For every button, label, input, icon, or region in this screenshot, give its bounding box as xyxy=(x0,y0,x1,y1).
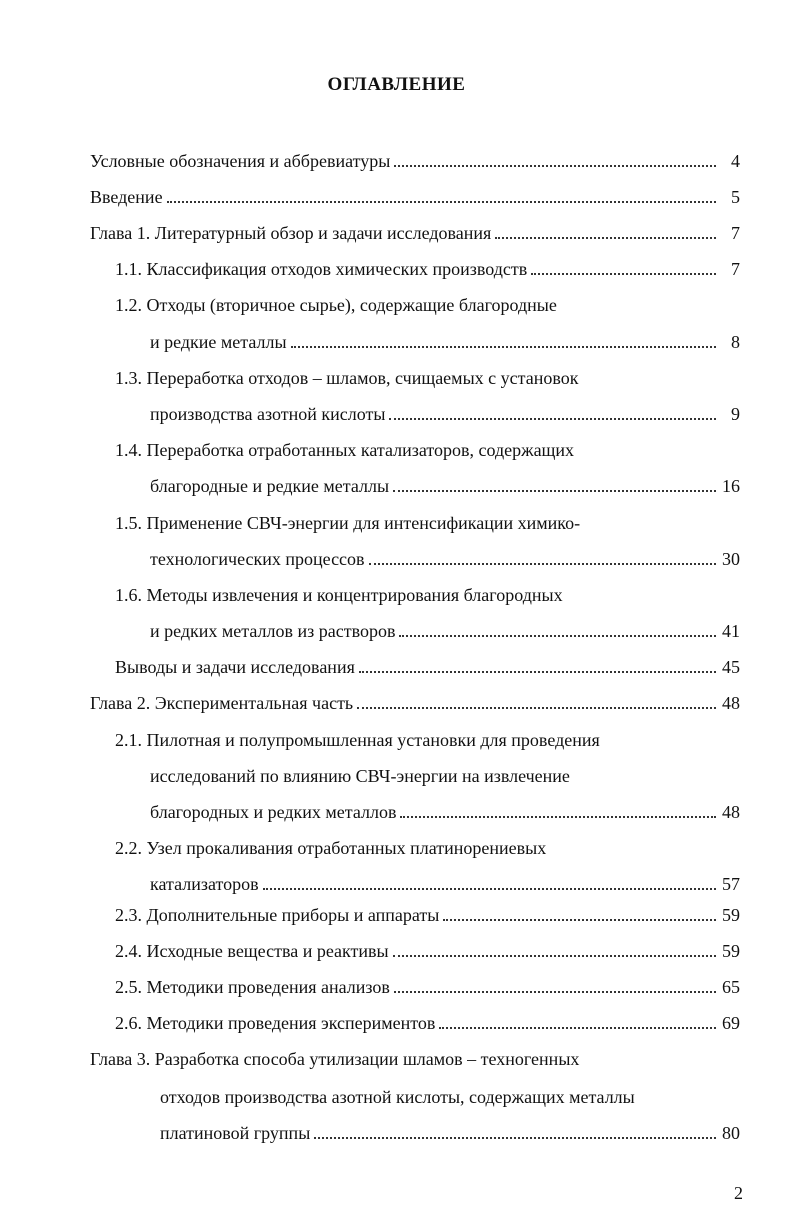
toc-entry-page: 7 xyxy=(731,223,740,243)
toc-entry-page: 48 xyxy=(722,693,740,713)
leader-dots xyxy=(359,671,716,673)
toc-entry-title: 2.1. Пилотная и полупромышленная установки для проведения xyxy=(115,730,600,750)
toc-entry-title: Условные обозначения и аббревиатуры xyxy=(90,151,391,171)
toc-entry xyxy=(90,222,740,244)
toc-entry-title: Глава 3. Разработка способа утилизации шламов – техногенных xyxy=(90,1049,580,1069)
leader-dots xyxy=(400,816,716,818)
toc-entry xyxy=(115,904,740,926)
toc-entry-title-cont: исследований по влиянию СВЧ-энергии на извлечение xyxy=(150,766,570,786)
toc-entry-title-cont: благородных и редких металлов xyxy=(150,802,397,822)
toc-entry-page: 80 xyxy=(722,1123,740,1143)
toc-entry-page: 8 xyxy=(731,332,740,352)
toc-entry xyxy=(115,1012,740,1034)
leader-dots xyxy=(439,1027,716,1029)
page-number: 2 xyxy=(734,1183,743,1203)
leader-dots xyxy=(495,237,716,239)
toc-entry-continuation xyxy=(160,1122,740,1144)
toc-entry xyxy=(115,940,740,962)
leader-dots xyxy=(314,1137,716,1139)
toc-entry-title-cont: и редкие металлы xyxy=(150,332,287,352)
toc-entry xyxy=(90,186,740,208)
toc-entry-continuation xyxy=(150,331,740,353)
leader-dots xyxy=(443,919,716,921)
leader-dots xyxy=(291,346,716,348)
leader-dots xyxy=(167,201,716,203)
toc-entry-page: 48 xyxy=(722,802,740,822)
toc-entry-page: 69 xyxy=(722,1013,740,1033)
toc-entry xyxy=(115,976,740,998)
toc-entry-title-cont: катализаторов xyxy=(150,874,259,894)
toc-entry-page: 9 xyxy=(731,404,740,424)
toc-entry-title: 2.4. Исходные вещества и реактивы xyxy=(115,941,389,961)
leader-dots xyxy=(399,635,716,637)
toc-entry-first-line xyxy=(115,294,740,316)
leader-dots xyxy=(389,418,716,420)
leader-dots xyxy=(394,165,716,167)
toc-entry-title-cont: производства азотной кислоты xyxy=(150,404,386,424)
toc-entry-title: Глава 2. Экспериментальная часть xyxy=(90,693,354,713)
toc-entry xyxy=(90,692,740,714)
toc-entry-title: 1.3. Переработка отходов – шламов, счищаемых с установок xyxy=(115,368,579,388)
toc-entry-title: Глава 1. Литературный обзор и задачи исследования xyxy=(90,223,492,243)
toc-entry-first-line xyxy=(115,439,740,461)
toc-entry-title: 1.4. Переработка отработанных катализаторов, содержащих xyxy=(115,440,575,460)
toc-entry-page: 65 xyxy=(722,977,740,997)
toc-entry-title: Выводы и задачи исследования xyxy=(115,657,355,677)
toc-entry-first-line xyxy=(115,729,740,751)
leader-dots xyxy=(263,888,716,890)
toc-entry-page: 4 xyxy=(731,151,740,171)
toc-entry-page: 30 xyxy=(722,549,740,569)
toc-entry-continuation xyxy=(150,475,740,497)
toc-entry-continuation xyxy=(150,403,740,425)
toc-entry-first-line xyxy=(115,584,740,606)
toc-entry-title: 1.2. Отходы (вторичное сырье), содержащие благородные xyxy=(115,295,557,315)
toc-entry-title-cont: благородные и редкие металлы xyxy=(150,476,390,496)
page-title: ОГЛАВЛЕНИЕ xyxy=(327,74,466,95)
toc-entry-title: 2.3. Дополнительные приборы и аппараты xyxy=(115,905,440,925)
toc-entry-title-cont: технологических процессов xyxy=(150,549,365,569)
toc-entry-continuation xyxy=(150,765,740,787)
toc-entry-title: 1.5. Применение СВЧ-энергии для интенсификации химико- xyxy=(115,513,581,533)
toc-entry-first-line xyxy=(115,367,740,389)
toc-entry-continuation xyxy=(150,620,740,642)
toc-entry-page: 45 xyxy=(722,657,740,677)
toc-entry-title: 2.2. Узел прокаливания отработанных платинорениевых xyxy=(115,838,547,858)
toc-entry-first-line xyxy=(115,512,740,534)
toc-entry-title-cont: отходов производства азотной кислоты, содержащих металлы xyxy=(160,1087,635,1107)
toc-entry-page: 7 xyxy=(731,259,740,279)
toc-entry-continuation xyxy=(160,1086,740,1108)
toc-entry-page: 59 xyxy=(722,941,740,961)
toc-entry-page: 59 xyxy=(722,905,740,925)
toc-entry-page: 16 xyxy=(722,476,740,496)
toc-entry-page: 57 xyxy=(722,874,740,894)
toc-entry xyxy=(115,656,740,678)
toc-entry-first-line xyxy=(90,1048,740,1070)
toc-entry-title: 2.5. Методики проведения анализов xyxy=(115,977,390,997)
toc-entry-title-cont: и редких металлов из растворов xyxy=(150,621,396,641)
toc-entry-page: 41 xyxy=(722,621,740,641)
leader-dots xyxy=(393,490,716,492)
leader-dots xyxy=(369,563,716,565)
toc-entry-continuation xyxy=(150,801,740,823)
toc-entry-title: 1.6. Методы извлечения и концентрирования благородных xyxy=(115,585,563,605)
leader-dots xyxy=(357,707,716,709)
toc-entry-title: 1.1. Классификация отходов химических производств xyxy=(115,259,528,279)
toc-entry xyxy=(115,258,740,280)
leader-dots xyxy=(393,955,716,957)
toc-entry-continuation xyxy=(150,548,740,570)
leader-dots xyxy=(531,273,716,275)
toc-entry-page: 5 xyxy=(731,187,740,207)
toc-entry-continuation xyxy=(150,873,740,895)
toc-entry-title: 2.6. Методики проведения экспериментов xyxy=(115,1013,436,1033)
toc-entry-title-cont: платиновой группы xyxy=(160,1123,311,1143)
leader-dots xyxy=(394,991,716,993)
toc-entry-first-line xyxy=(115,837,740,859)
toc-entry xyxy=(90,150,740,172)
toc-entry-title: Введение xyxy=(90,187,163,207)
